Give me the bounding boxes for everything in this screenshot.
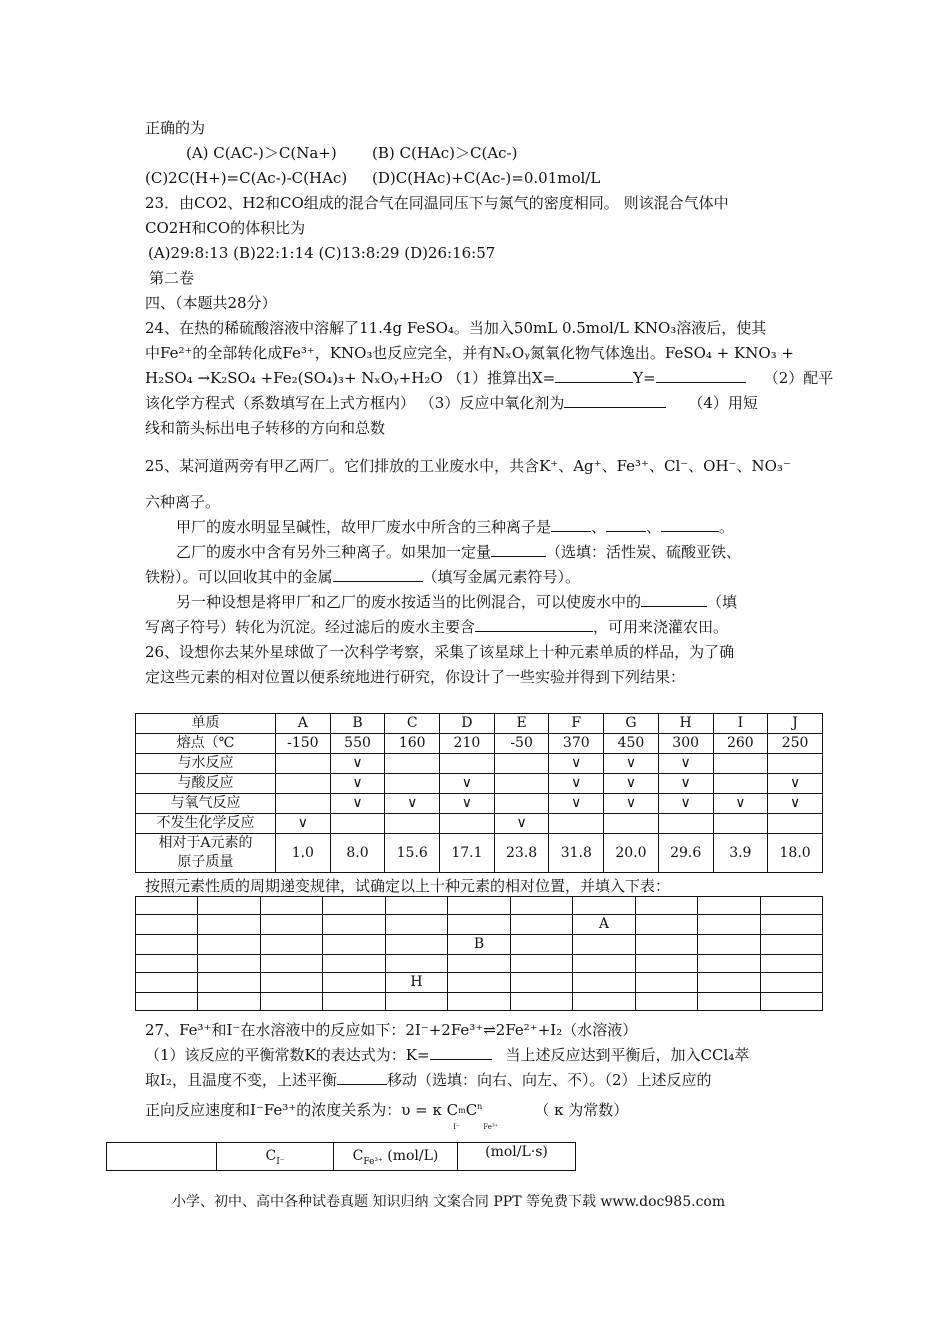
table-cell: 31.8 (549, 834, 604, 873)
position-cell[interactable] (635, 993, 697, 1011)
volume-two-title: 第二卷 (149, 269, 195, 287)
table-cell: 23.8 (494, 834, 549, 873)
position-cell[interactable] (573, 973, 635, 993)
line-correct: 正确的为 (145, 119, 206, 137)
q25-line5: 铁粉）。可以回收其中的金属 （填写金属元素符号）。 (145, 568, 581, 586)
position-cell[interactable] (198, 897, 260, 915)
table-cell (549, 814, 604, 834)
q24-line3: H₂SO₄ →K₂SO₄ +Fe₂(SO₄)₃+ NₓOᵧ+H₂O （1）推算出X= Y= （2）配平 (145, 369, 834, 387)
position-cell[interactable] (323, 973, 385, 993)
position-cell[interactable] (635, 955, 697, 973)
table-cell: 8.0 (330, 834, 385, 873)
table-cell: 550 (330, 734, 385, 754)
position-cell[interactable] (323, 897, 385, 915)
table-cell: ∨ (768, 774, 823, 794)
q24-line4: 该化学方程式（系数填写在上式方框内） （3）反应中氧化剂为 （4）用短 (145, 394, 758, 412)
table-cell: 17.1 (440, 834, 495, 873)
position-cell[interactable] (698, 973, 760, 993)
position-cell[interactable] (573, 897, 635, 915)
rate-table-header-ci: $C_{I^-}$ (217, 1143, 334, 1171)
position-cell[interactable] (698, 915, 760, 935)
q23-line2: CO2H和CO的体积比为 (145, 219, 306, 237)
blank-ion-2[interactable] (606, 517, 646, 532)
table-cell: 450 (604, 734, 659, 754)
position-cell[interactable] (760, 973, 822, 993)
table-row (136, 814, 823, 834)
table-cell: ∨ (440, 794, 495, 814)
table-cell: E (494, 714, 549, 734)
table-cell (768, 754, 823, 774)
table-cell: ∨ (604, 774, 659, 794)
blank-reagent[interactable] (491, 542, 546, 557)
table-cell: 与酸反应 (136, 774, 276, 794)
table-cell: 与氧气反应 (136, 794, 276, 814)
position-cell[interactable] (136, 915, 198, 935)
position-cell[interactable] (136, 955, 198, 973)
table-row (136, 734, 823, 754)
table-cell: 单质 (136, 714, 276, 734)
q25-line4: 乙厂的废水中含有另外三种离子。如果加一定量 （选填：活性炭、硫酸亚铁、 (176, 543, 742, 561)
table-row (136, 774, 823, 794)
q26-line1: 26、设想你去某外星球做了一次科学考察，采集了该星球上十种元素单质的样品，为了确 (145, 643, 735, 661)
blank-k-expression[interactable] (430, 1045, 492, 1060)
position-cell[interactable] (260, 973, 322, 993)
mass-label-cell (136, 834, 276, 873)
table-cell: 15.6 (385, 834, 440, 873)
position-cell[interactable] (198, 915, 260, 935)
q25-line6: 另一种设想是将甲厂和乙厂的废水按适当的比例混合，可以使废水中的 （填 (176, 593, 738, 611)
table-cell: ∨ (276, 814, 331, 834)
position-cell[interactable] (198, 955, 260, 973)
table-cell: ∨ (440, 774, 495, 794)
position-cell[interactable] (635, 935, 697, 955)
q26-line3: 按照元素性质的周期递变规律，试确定以上十种元素的相对位置，并填入下表： (145, 877, 671, 895)
mass-label-line1: 相对于A元素的 (158, 835, 253, 851)
table-cell: -150 (276, 734, 331, 754)
position-cell[interactable]: B (448, 935, 510, 955)
q25-line2: 六种离子。 (145, 493, 221, 511)
q27-line3: 取I₂，且温度不变，上述平衡 移动（选填：向右、向左、不）。（2）上述反应的 (145, 1071, 712, 1089)
position-cell[interactable] (448, 955, 510, 973)
table-cell: 3.9 (713, 834, 768, 873)
table-cell (440, 754, 495, 774)
table-cell: 370 (549, 734, 604, 754)
table-cell: ∨ (658, 794, 713, 814)
table-row (136, 935, 823, 955)
table-cell (385, 754, 440, 774)
table-cell (276, 754, 331, 774)
option-b: (B) C(HAc)＞C(Ac-) (372, 144, 518, 162)
table-cell (330, 814, 385, 834)
blank-shift[interactable] (337, 1070, 387, 1085)
table-row (136, 915, 823, 935)
rate-table-cell-blank (107, 1143, 217, 1171)
position-cell[interactable] (323, 935, 385, 955)
position-cell[interactable] (198, 993, 260, 1011)
position-cell[interactable] (698, 935, 760, 955)
table-cell: B (330, 714, 385, 734)
position-cell[interactable] (385, 993, 447, 1011)
table-cell: ∨ (385, 794, 440, 814)
table-cell: G (604, 714, 659, 734)
position-cell[interactable] (760, 993, 822, 1011)
position-cell[interactable] (260, 915, 322, 935)
table-cell: 1.0 (276, 834, 331, 873)
position-cell[interactable] (198, 935, 260, 955)
position-cell[interactable] (136, 935, 198, 955)
table-cell (276, 774, 331, 794)
q24-line2: 中Fe²⁺的全部转化成Fe³⁺，KNO₃也反应完全，并有NₓOᵧ氮氧化物气体逸出。FeSO₄ + KNO₃ + (145, 344, 794, 362)
table-cell: ∨ (549, 754, 604, 774)
table-cell: 160 (385, 734, 440, 754)
position-cell[interactable] (323, 915, 385, 935)
table-cell (385, 814, 440, 834)
position-cell[interactable] (136, 993, 198, 1011)
position-cell[interactable] (573, 993, 635, 1011)
position-cell[interactable] (760, 897, 822, 915)
table-cell: J (768, 714, 823, 734)
position-cell[interactable] (698, 897, 760, 915)
table-cell: ∨ (330, 774, 385, 794)
blank-remaining[interactable] (475, 617, 593, 632)
position-cell[interactable] (448, 973, 510, 993)
option-d: (D)C(HAc)+C(Ac-)=0.01mol/L (372, 169, 601, 187)
position-cell[interactable] (510, 935, 572, 955)
table-cell: ∨ (768, 794, 823, 814)
position-cell[interactable] (448, 993, 510, 1011)
blank-y[interactable] (656, 368, 746, 383)
table-cell (385, 774, 440, 794)
table-cell: 20.0 (604, 834, 659, 873)
position-cell[interactable] (448, 915, 510, 935)
table-cell: 210 (440, 734, 495, 754)
position-cell[interactable] (760, 915, 822, 935)
footer-text: 小学、初中、高中各种试卷真题 知识归纳 文案合同 PPT 等免费下载 www.doc985.com (172, 1194, 726, 1210)
table-row (136, 794, 823, 814)
q27-line2: （1）该反应的平衡常数K的表达式为：K= 当上述反应达到平衡后，加入CCl₄萃 (145, 1046, 750, 1064)
table-cell: I (713, 714, 768, 734)
position-cell[interactable] (385, 935, 447, 955)
position-cell[interactable] (136, 973, 198, 993)
table-cell: C (385, 714, 440, 734)
table-cell: ∨ (604, 794, 659, 814)
position-cell[interactable] (510, 915, 572, 935)
position-cell[interactable] (698, 993, 760, 1011)
q25-line3: 甲厂的废水明显呈碱性，故甲厂废水中所含的三种离子是 、 、 。 (176, 518, 735, 536)
table-cell (713, 814, 768, 834)
position-cell[interactable] (385, 955, 447, 973)
position-cell[interactable] (510, 973, 572, 993)
periodic-position-table (135, 896, 823, 1011)
table-cell: ∨ (330, 754, 385, 774)
position-cell[interactable] (323, 993, 385, 1011)
blank-precipitate[interactable] (641, 592, 707, 607)
position-cell[interactable] (760, 955, 822, 973)
blank-oxidant[interactable] (564, 393, 666, 408)
option-a: (A) C(AC-)＞C(Na+) (186, 144, 337, 162)
position-cell[interactable] (260, 935, 322, 955)
position-cell[interactable] (635, 973, 697, 993)
table-row (136, 714, 823, 734)
table-cell: ∨ (658, 754, 713, 774)
position-cell[interactable] (260, 993, 322, 1011)
table-cell: 18.0 (768, 834, 823, 873)
mass-label-line2: 原子质量 (177, 854, 234, 870)
position-cell[interactable] (635, 897, 697, 915)
table-cell: F (549, 714, 604, 734)
blank-ion-1[interactable] (551, 517, 591, 532)
table-row (136, 993, 823, 1011)
table-cell: 不发生化学反应 (136, 814, 276, 834)
table-cell (494, 754, 549, 774)
table-cell: 260 (713, 734, 768, 754)
position-cell[interactable] (260, 955, 322, 973)
table-cell (440, 814, 495, 834)
blank-x[interactable] (555, 368, 633, 383)
position-cell[interactable]: A (573, 915, 635, 935)
blank-ion-3[interactable] (661, 517, 719, 532)
table-cell: D (440, 714, 495, 734)
table-row (136, 973, 823, 993)
table-cell: 熔点（℃ (136, 734, 276, 754)
position-cell[interactable] (698, 955, 760, 973)
blank-metal[interactable] (333, 567, 423, 582)
table-cell: 250 (768, 734, 823, 754)
q24-line5: 线和箭头标出电子转移的方向和总数 (145, 419, 386, 437)
position-cell[interactable] (635, 915, 697, 935)
table-row (136, 834, 823, 873)
position-cell[interactable] (385, 915, 447, 935)
rate-data-table (106, 1142, 576, 1171)
q25-line1: 25、某河道两旁有甲乙两厂。它们排放的工业废水中，共含K⁺、Ag⁺、Fe³⁺、Cl⁻、OH⁻、NO₃⁻ (145, 457, 791, 475)
table-cell: 29.6 (658, 834, 713, 873)
table-cell (713, 774, 768, 794)
position-cell[interactable] (510, 993, 572, 1011)
table-cell: ∨ (549, 794, 604, 814)
q23-line1: 23．由CO2、H2和CO组成的混合气在同温同压下与氮气的密度相同。 则该混合气体中 (145, 194, 729, 212)
table-row (136, 897, 823, 915)
position-cell[interactable] (448, 897, 510, 915)
position-cell[interactable] (198, 973, 260, 993)
table-cell: H (658, 714, 713, 734)
table-row (136, 754, 823, 774)
q24-line1: 24、在热的稀硫酸溶液中溶解了11.4g FeSO₄。当加入50mL 0.5mol/L KNO₃溶液后，使其 (145, 319, 767, 337)
section-four-title: 四、（本题共28分） (145, 294, 277, 312)
table-cell: ∨ (604, 754, 659, 774)
table-cell (494, 774, 549, 794)
table-row (136, 955, 823, 973)
table-cell: ∨ (713, 794, 768, 814)
table-cell: ∨ (658, 774, 713, 794)
table-cell: A (276, 714, 331, 734)
position-cell[interactable]: H (385, 973, 447, 993)
rate-table-header-cfe: $C_{Fe^{3+}}$ (mol/L) (334, 1143, 458, 1171)
table-cell: 与水反应 (136, 754, 276, 774)
table-cell (768, 814, 823, 834)
table-cell (276, 794, 331, 814)
position-cell[interactable] (260, 897, 322, 915)
position-cell[interactable] (510, 897, 572, 915)
q27-line1: 27、Fe³⁺和I⁻在水溶液中的反应如下：2I⁻+2Fe³⁺⇌2Fe²⁺+I₂（水溶液） (145, 1021, 638, 1039)
q25-line7: 写离子符号）转化为沉淀。经过滤后的废水主要含 ，可用来浇灌农田。 (145, 618, 729, 636)
table-cell: ∨ (494, 814, 549, 834)
position-cell[interactable] (323, 955, 385, 973)
position-cell[interactable] (760, 935, 822, 955)
q23-options: (A)29:8:13 (B)22:1:14 (C)13:8:29 (D)26:16:57 (148, 244, 496, 262)
table-cell: -50 (494, 734, 549, 754)
table-cell: 300 (658, 734, 713, 754)
table-cell (713, 754, 768, 774)
rate-equation: υ = κ Cm I⁻ $C^n$ Fe³⁺ (401, 1101, 499, 1131)
option-c: (C)2C(H+)=C(Ac-)-C(HAc) (145, 169, 348, 187)
rate-table-header-rate: (mol/L·s) (458, 1143, 576, 1171)
table-cell (658, 814, 713, 834)
position-cell[interactable] (573, 935, 635, 955)
q27-line4: 正向反应速度和I⁻Fe³⁺的浓度关系为：υ = κ Cm I⁻ $C^n$ Fe³⁺ （ κ 为常数） (145, 1097, 628, 1121)
element-property-table (135, 713, 823, 873)
position-cell[interactable] (510, 955, 572, 973)
table-cell: ∨ (549, 774, 604, 794)
table-cell (604, 814, 659, 834)
position-cell[interactable] (136, 897, 198, 915)
q26-line2: 定这些元素的相对位置以便系统地进行研究，你设计了一些实验并得到下列结果： (145, 668, 686, 686)
position-cell[interactable] (573, 955, 635, 973)
position-cell[interactable] (385, 897, 447, 915)
table-cell (494, 794, 549, 814)
table-cell: ∨ (330, 794, 385, 814)
